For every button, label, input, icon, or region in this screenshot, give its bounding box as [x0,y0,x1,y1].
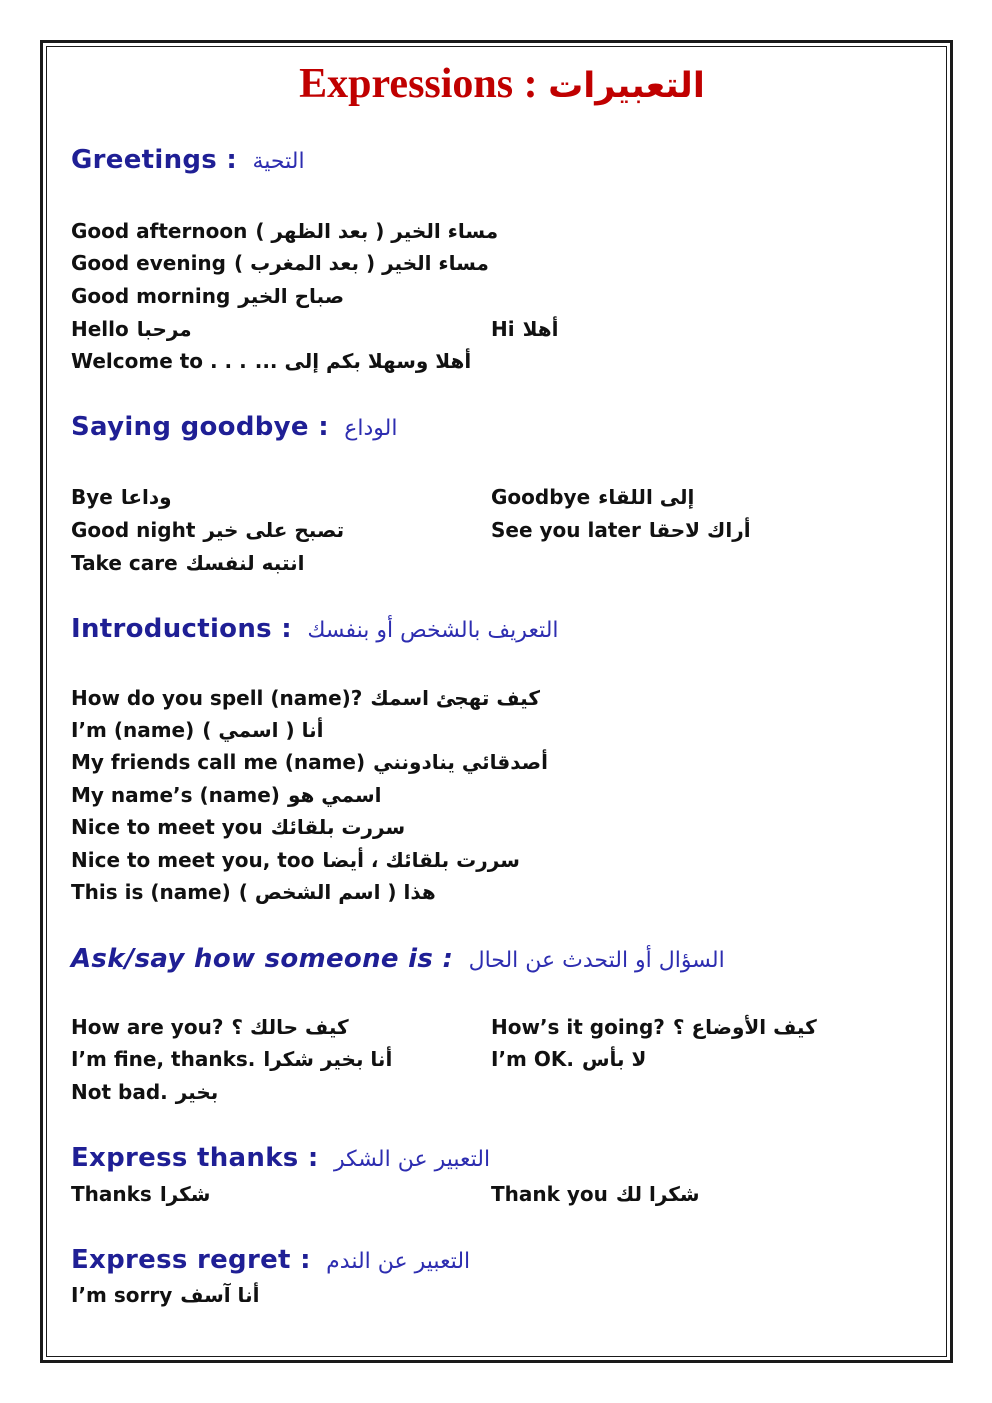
expression-not-bad [71,1080,218,1104]
page-title-en: Expressions : [299,61,538,107]
expression-hows-it-going [491,1015,817,1039]
expression-my-name [71,783,381,807]
expression-en: My name’s (name) [71,783,280,807]
expression-bye [71,485,172,509]
expression-ar: أنا ( اسمي ) [202,718,324,742]
expression-ar: مرحبا [136,317,192,341]
expression-ar: شكرا [159,1182,211,1206]
section-heading-goodbye [71,412,397,442]
expression-en: My friends call me (name) [71,750,366,774]
expression-im-fine [71,1047,392,1071]
expression-how-spell [71,686,540,710]
expression-good-evening [71,251,489,275]
expression-ar: إلى اللقاء [598,485,695,509]
heading-en: Saying goodbye : [71,412,329,442]
expression-ar: بخير [175,1080,219,1104]
heading-en: Greetings : [71,145,238,175]
expression-en: Good evening [71,251,226,275]
expression-hi [491,317,559,341]
expression-ar: سررت بلقائك ، أيضا [322,848,520,872]
expression-ar: تصبح على خير [203,518,345,542]
expression-im-ok [491,1047,646,1071]
expression-en: How’s it going? [491,1015,665,1039]
expression-en: Not bad. [71,1080,168,1104]
expression-ar: مساء الخير ( بعد المغرب ) [234,251,489,275]
expression-ar: أنا آسف [180,1283,260,1307]
expression-good-night [71,518,344,542]
expression-en: Bye [71,485,113,509]
heading-en: Express thanks : [71,1143,319,1173]
expression-en: Welcome to . . . [71,349,247,373]
expression-nice-to-meet [71,815,405,839]
expression-en: This is (name) [71,880,231,904]
expression-hello [71,317,192,341]
expression-en: Thank you [491,1182,608,1206]
expression-ar: أهلا وسهلا بكم إلى ... [254,349,472,373]
expression-how-are-you [71,1015,349,1039]
page-title [0,60,992,108]
heading-en: Introductions : [71,614,292,644]
expression-ar: انتبه لنفسك [185,551,305,575]
expression-take-care [71,551,304,575]
expression-this-is [71,880,436,904]
expression-en: Good night [71,518,196,542]
expression-ar: هذا ( اسم الشخص ) [238,880,436,904]
expression-im-name [71,718,323,742]
expression-ar: صباح الخير [238,284,345,308]
heading-en: Express regret : [71,1245,311,1275]
heading-ar: التحية [252,149,305,174]
heading-ar: السؤال أو التحدث عن الحال [468,948,725,973]
expression-en: I’m fine, thanks. [71,1047,256,1071]
expression-en: Hello [71,317,129,341]
section-heading-introductions [71,614,559,644]
expression-thanks [71,1182,210,1206]
expression-ar: أهلا [522,317,559,341]
expression-en: Nice to meet you [71,815,263,839]
expression-ar: لا بأس [581,1047,647,1071]
section-heading-greetings [71,145,305,175]
expression-nice-to-meet-too [71,848,520,872]
expression-ar: شكرا لك [615,1182,700,1206]
expression-ar: أنا بخير شكرا [263,1047,393,1071]
section-heading-thanks [71,1143,490,1173]
expression-en: How do you spell (name)? [71,686,363,710]
expression-en: How are you? [71,1015,224,1039]
heading-en: Ask/say how someone is : [71,944,454,974]
section-heading-regret [71,1245,470,1275]
expression-thank-you [491,1182,700,1206]
expression-goodbye [491,485,694,509]
expression-good-morning [71,284,344,308]
page-title-ar: التعبيرات [548,66,705,106]
expression-en: Nice to meet you, too [71,848,315,872]
expression-good-afternoon [71,219,498,243]
expression-ar: وداعا [120,485,172,509]
heading-ar: التعبير عن الندم [326,1249,471,1274]
section-heading-how-someone-is [71,944,725,974]
expression-en: Take care [71,551,178,575]
expression-ar: أصدقائي ينادونني [373,750,548,774]
expression-en: See you later [491,518,641,542]
expression-en: Thanks [71,1182,152,1206]
expression-see-you-later [491,518,751,542]
expression-ar: اسمي هو [287,783,382,807]
expression-en: I’m OK. [491,1047,574,1071]
expression-ar: كيف حالك ؟ [231,1015,349,1039]
expression-en: Goodbye [491,485,591,509]
expression-im-sorry [71,1283,259,1307]
expression-ar: أراك لاحقا [648,518,751,542]
heading-ar: التعبير عن الشكر [333,1147,491,1172]
expression-ar: كيف تهجئ اسمك [370,686,540,710]
heading-ar: التعريف بالشخص أو بنفسك [307,618,559,643]
expression-en: I’m sorry [71,1283,173,1307]
expression-en: I’m (name) [71,718,195,742]
heading-ar: الوداع [344,416,398,441]
expression-en: Good morning [71,284,231,308]
expression-friends-call-me [71,750,548,774]
expression-ar: مساء الخير ( بعد الظهر ) [255,219,499,243]
expression-en: Hi [491,317,515,341]
expression-ar: كيف الأوضاع ؟ [672,1015,817,1039]
expression-welcome [71,349,471,373]
expression-ar: سررت بلقائك [270,815,406,839]
expression-en: Good afternoon [71,219,248,243]
